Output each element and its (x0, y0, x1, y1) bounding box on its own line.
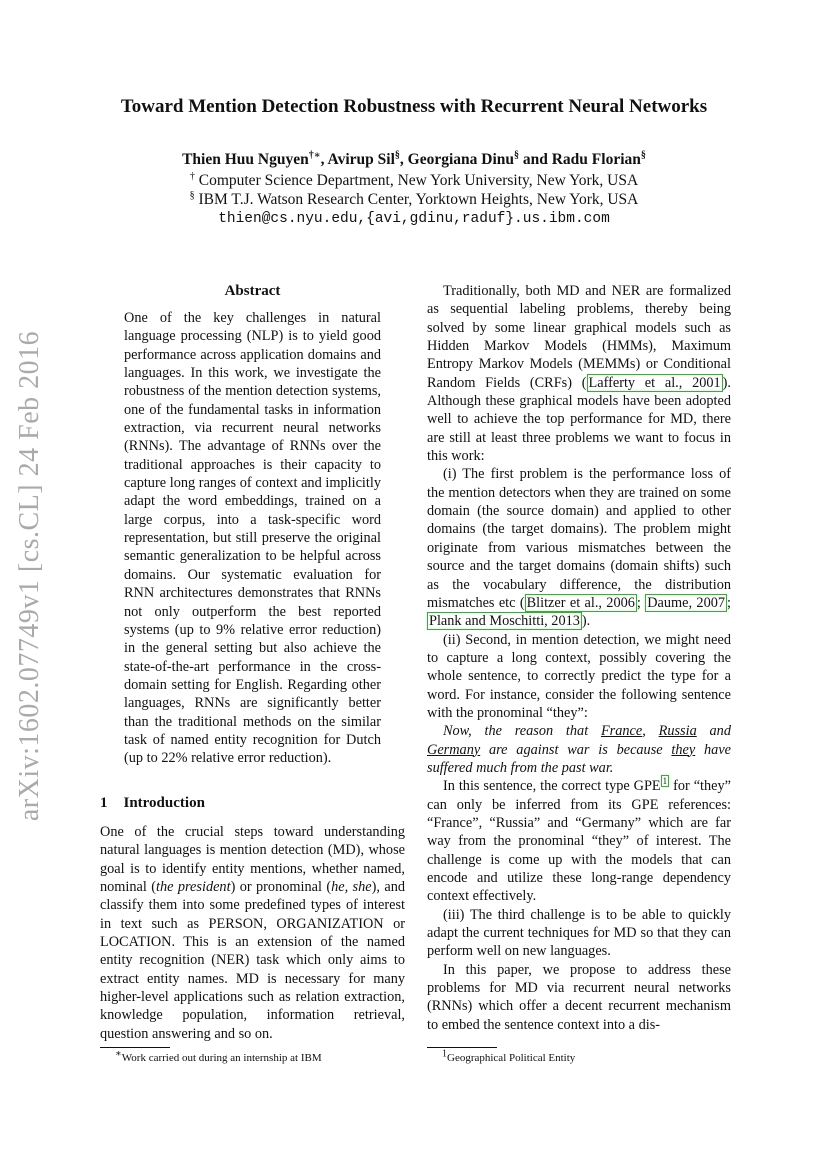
citation-link[interactable]: Plank and Moschitti, 2013 (429, 613, 580, 630)
text-run: ; (636, 594, 646, 611)
author-mark: †∗ (308, 149, 321, 161)
citation-link[interactable]: Daume, 2007 (647, 594, 726, 611)
paragraph-problem-two: (ii) Second, in mention detection, we might need to capture a long context, possibly covering the whole sentence, to correctly predict the type for a word. For instance, consider the following sentence with the pronominal “they”: (427, 631, 731, 721)
affiliation-mark: † (189, 170, 195, 182)
affiliation-mark: § (189, 189, 195, 201)
paper-title: Toward Mention Detection Robustness with Recurrent Neural Networks (120, 96, 708, 117)
text-run: In this sentence, the correct type GPE (443, 778, 661, 795)
text-run: , (642, 723, 659, 740)
author-name: , Georgiana Dinu (399, 151, 514, 168)
section-title: Introduction (123, 795, 205, 811)
affiliation-ibm (0, 190, 828, 209)
section-heading-introduction (100, 795, 205, 812)
affiliation-text: IBM T.J. Watson Research Center, Yorktown Heights, New York, USA (194, 191, 639, 208)
introduction-paragraph (100, 823, 405, 1043)
text-run: and (696, 723, 731, 740)
underlined-mention: France (600, 723, 643, 740)
underlined-mention: they (671, 741, 696, 758)
footnote-divider (427, 1047, 497, 1048)
footnote-link[interactable]: 1 (662, 776, 668, 787)
author-name: Thien Huu Nguyen (182, 151, 309, 168)
text-run: ; (727, 594, 731, 611)
author-name: and Radu Florian (519, 151, 641, 168)
text-run: One of the crucial steps toward understanding natural languages is mention detection (MD), whose goal is to identify entity mentions, whether named, nominal ( (100, 824, 405, 896)
footnote-gpe (442, 1048, 576, 1064)
example-sentence (427, 722, 731, 777)
affiliation-nyu (0, 171, 828, 190)
footnote-text: Geographical Political Entity (447, 1052, 576, 1064)
footnote-internship (115, 1048, 322, 1064)
citation-link[interactable]: Lafferty et al., 2001 (588, 374, 721, 391)
italic-text: the president (156, 879, 231, 896)
author-mark: § (640, 149, 646, 161)
author-list (0, 150, 828, 169)
text-run: (i) The first problem is the performance loss of the mention detectors when they are trained on some domain (the source domain) and applied to other domains (the target domains). The problem might originate from various mismatches between the source and the target domains (domain shifts) such as the vocabulary difference, the distribution mismatches etc ( (427, 466, 731, 611)
text-run: Traditionally, both MD and NER are formalized as sequential labeling problems, thereby being solved by some linear graphical models such as Hidden Markov Models (HMMs), Maximum Entropy Markov Models (MEMMs) or Conditional Random Fields (CRFs) ( (427, 283, 731, 391)
underlined-mention: Germany (427, 741, 481, 758)
affiliation-text: Computer Science Department, New York University, New York, USA (194, 172, 639, 189)
text-run: ). Although these graphical models have been adopted well to achieve the top performance for MD, there are still at least three problems we want to focus in this work: (427, 374, 732, 465)
footnote-divider (100, 1047, 170, 1048)
italic-text: he, she (331, 879, 372, 896)
text-run: Now, the reason that (443, 723, 601, 740)
text-run: ), and classify them into some predefined types of interest in text such as PERSON, ORGANIZATION or LOCATION. This is an extension of the named entity recognition (NER) task which only aims to extract entity names. MD is necessary for many higher-level applications such as relation extraction, knowledge population, information retrieval, question answering and so on. (100, 879, 405, 1042)
footnote-mark: 1 (442, 1048, 447, 1060)
author-name: , Avirup Sil (320, 151, 395, 168)
section-number: 1 (100, 795, 108, 811)
right-column (427, 282, 731, 1034)
paragraph-problem-three: (iii) The third challenge is to be able to quickly adapt the current techniques for MD so that they can perform well on new languages. (427, 906, 731, 960)
text-run: for “they” can only be inferred from its GPE references: “France”, “Russia” and “Germany” which are far way from the pronominal “they” of interest. The challenge is come up with the models that can encode and utilize these long-range dependency context effectively. (427, 778, 731, 905)
paragraph-gpe-explanation (427, 777, 731, 905)
paragraph-problem-one (427, 465, 731, 630)
footnote-text: Work carried out during an internship at IBM (121, 1052, 322, 1064)
citation-link[interactable]: Blitzer et al., 2006 (526, 594, 635, 611)
underlined-mention: Russia (658, 723, 697, 740)
text-run: ). (581, 613, 591, 630)
paragraph-proposal: In this paper, we propose to address these problems for MD via recurrent neural networks (RNNs) which offer a decent recurrent mechanism to embed the sentence context into a dis- (427, 961, 731, 1033)
text-run: are against war is because (480, 741, 672, 758)
author-mark: § (394, 149, 400, 161)
text-run: ) or pronominal ( (230, 879, 332, 896)
author-mark: § (514, 149, 519, 161)
arxiv-side-label: arXiv:1602.07749v1 [cs.CL] 24 Feb 2016 (14, 330, 45, 822)
abstract-text: One of the key challenges in natural language processing (NLP) is to yield good performance across application domains and languages. In this work, we investigate the robustness of the mention detection systems, one of the fundamental tasks in information extraction, via recurrent neural networks (RNNs). The advantage of RNNs over the traditional approaches is their capacity to capture long ranges of context and implicitly adapt the word embeddings, trained on a large corpus, into a task-specific word representation, but still preserve the original semantic generalization to be helpful across domains. Our systematic evaluation for RNN architectures demonstrates that RNNs not only outperform the best reported systems (up to 9% relative error reduction) in the general setting but also achieve the state-of-the-art performance in the cross-domain setting for English. Regarding other languages, RNNs are significantly better than the traditional methods on the similar task of named entity recognition for Dutch (up to 22% relative error reduction). (124, 310, 381, 767)
footnote-mark: ∗ (115, 1048, 122, 1060)
author-emails: thien@cs.nyu.edu,{avi,gdinu,raduf}.us.ibm.com (218, 211, 610, 227)
paragraph-traditional-models (427, 282, 731, 465)
text-run: have suffered much from the past war. (427, 741, 732, 776)
abstract-heading: Abstract (224, 283, 281, 299)
